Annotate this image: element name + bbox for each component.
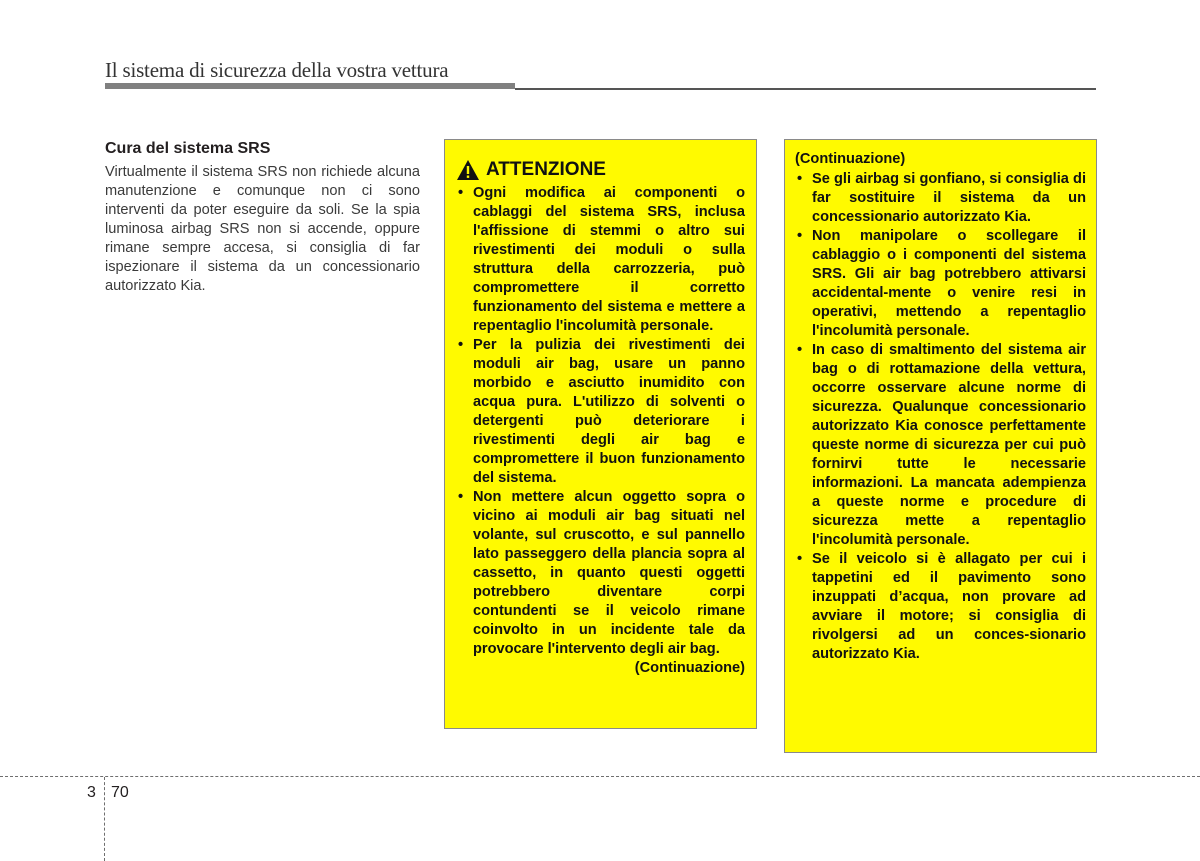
- list-item: • Non mettere alcun oggetto sopra o vicino ai moduli air bag situati nel volante, sul cruscotto, e sul pannello lato passeggero della plancia sopra al cassetto, in quanto questi oggetti potrebbero diventare corpi contundenti se il veicolo rimane coinvolto in un incidente tale da provocare l'intervento degli air bag.: [456, 488, 745, 659]
- continuation-heading: (Continuazione): [795, 151, 906, 167]
- chapter-number: 3: [87, 784, 96, 801]
- footer-dashed-rule: [0, 776, 1200, 777]
- warning-left-list: [456, 184, 745, 659]
- warning-box-right: [784, 139, 1097, 753]
- page-number: 70: [111, 784, 129, 801]
- warning-heading-label: ATTENZIONE: [486, 159, 606, 180]
- list-item: • Per la pulizia dei rivestimenti dei moduli air bag, usare un panno morbido e asciutto inumidito con acqua pura. L'utilizzo di solventi o detergenti può deteriorare i rivestimenti degli air bag e compromettere il buon funzionamento del sistema.: [456, 336, 745, 488]
- footer-dashed-divider: [104, 777, 105, 861]
- warning-heading: [456, 158, 745, 182]
- list-item: • Ogni modifica ai componenti o cablaggi del sistema SRS, inclusa l'affissione di stemmi o altro sui rivestimenti dei moduli o sulla struttura della carrozzeria, può compromettere il corretto funzionamento del sistema e mettere a repentaglio l'incolumità personale.: [456, 184, 745, 336]
- section-heading: Cura del sistema SRS: [105, 140, 271, 157]
- section-body: Virtualmente il sistema SRS non richiede alcuna manutenzione e comunque non ci sono interventi da poter eseguire da soli. Se la spia luminosa airbag SRS non si accende, oppure rimane sempre accesa, si consiglia di far ispezionare il sistema da un concessionario autorizzato Kia.: [105, 164, 420, 294]
- warning-right-list: [795, 170, 1086, 664]
- list-item: • In caso di smaltimento del sistema air bag o di rottamazione della vettura, occorre osservare alcune norme di sicurezza. Qualunque concessionario autorizzato Kia conosce perfettamente queste norme di sicurezza per cui può fornirvi tutte le necessarie informazioni. La mancata adempienza a queste norme e procedure di sicurezza mette a repentaglio l'incolumità personale.: [795, 341, 1086, 550]
- continuation-label: (Continuazione): [634, 660, 745, 676]
- warning-triangle-icon: [456, 159, 480, 181]
- list-item: • Se il veicolo si è allagato per cui i tappetini ed il pavimento sono inzuppati d’acqua, non provare ad avviare il motore; si consiglia di rivolgersi ad un conces-sionario autorizzato Kia.: [795, 550, 1086, 664]
- header-rule-thin: [515, 88, 1096, 90]
- warning-box-left: [444, 139, 757, 729]
- list-item: • Non manipolare o scollegare il cablaggio o i componenti del sistema SRS. Gli air bag potrebbero attivarsi accidental-mente o venire resi in operativi, mettendo a repentaglio l'incolumità personale.: [795, 227, 1086, 341]
- header-rule-thick: [105, 83, 515, 89]
- list-item: • Se gli airbag si gonfiano, si consiglia di far sostituire il sistema da un concessionario autorizzato Kia.: [795, 170, 1086, 227]
- page-header-title: Il sistema di sicurezza della vostra vettura: [105, 58, 449, 82]
- srs-care-section: [105, 140, 420, 296]
